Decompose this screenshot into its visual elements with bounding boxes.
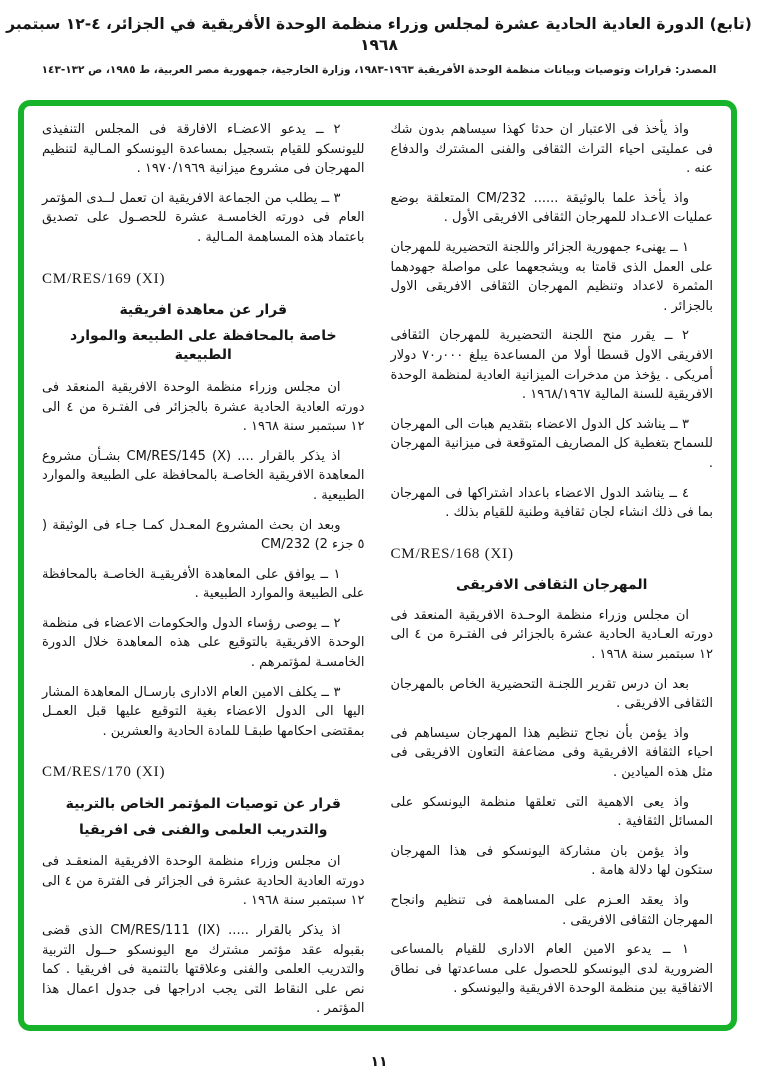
- section-subheading: خاصة بالمحافظة على الطبيعة والموارد الطبيعية: [69, 327, 337, 364]
- paragraph: واذ يعى الاهمية التى تعلقها منظمة اليونسكو على المسائل الثقافية .: [390, 794, 713, 830]
- paragraph: واذ يأخذ فى الاعتبار ان حدثا كهذا سيساهم بدون شك فى عمليتى احياء التراث الثقافى والفنى المشترك والدفاع عنه .: [390, 122, 713, 177]
- page-header: [0, 14, 758, 76]
- content-frame: [18, 100, 737, 1031]
- header-title: (تابع) الدورة العادية الحادية عشرة لمجلس وزراء منظمة الوحدة الأفريقية في الجزائر، ٤-١٢ سبتمبر ١٩٦٨: [6, 15, 752, 54]
- paragraph: اذ يذكر بالقرار ..... ‎CM/RES/111 (IX)‎ الذى قضى بقبوله عقد مؤتمر مشترك مع اليونسكو حــول التربية والتدريب العلمى والفنى وعلاقتها بالتنمية فى افريقيا . كما نص على النقاط التى يجب ادراجها فى جدول اعمال هذا المؤتمر .: [42, 923, 365, 1017]
- resolution-ref: CM/RES/169 (XI): [42, 270, 166, 287]
- paragraph: ٢ ــ يدعو الاعضـاء الافارقة فى المجلس التنفيذى لليونسكو للقيام بتسجيل بمساعدة اليونسكو المـالية لتنظيم المهرجان فى مشروع ميزانية ١٩٧٠/١٩٦٩ .: [42, 122, 365, 177]
- paragraph: واذ يعقد العـزم على المساهمة فى تنظيم وانجاح المهرجان الثقافى الافريقى .: [390, 893, 713, 928]
- section-heading: قرار عن توصيات المؤتمر الخاص بالتربية: [65, 796, 341, 813]
- paragraph: ٢ ــ يوصى رؤساء الدول والحكومات الاعضاء فى منظمة الوحدة الافريقية بالتوقيع على هذه المعاهدة خلال الدورة الخامسـة لمؤتمرهم .: [42, 615, 365, 671]
- column-left: [42, 120, 365, 1015]
- paragraph: ٣ ــ يناشد كل الدول الاعضاء بتقديم هبات الى المهرجان للسماح بتغطية كل المصاريف المتوقعة فى ميزانية المهرجان .: [390, 416, 713, 471]
- paragraph: واذ يأخذ علما بالوثيقة ...... ‎CM/232‎ المتعلقة بوضع عمليات الاعـداد للمهرجان الثقافى الافريقى الأول .: [390, 190, 713, 226]
- paragraph: ١ ــ يدعو الامين العام الادارى للقيام بالمساعى الضرورية لدى اليونسكو للحصول على مساعدتها فى نطاق الاتفاقية بين منظمة الوحدة الافريقية واليونسكو .: [390, 942, 713, 997]
- paragraph: بعد ان درس تقرير اللجنـة التحضيرية الخاص بالمهرجان الثقافى الافريقى .: [390, 676, 713, 712]
- two-column-layout: [42, 120, 713, 1015]
- section-heading: قرار عن معاهدة افريقية: [119, 302, 288, 319]
- section-subheading: والتدريب العلمى والفنى فى افريقيا: [79, 821, 328, 838]
- source-line: المصدر: قرارات وتوصيات وبيانات منظمة الوحدة الأفريقية ١٩٦٣-١٩٨٣، وزارة الخارجية، جمهورية مصر العربية، ط ١٩٨٥، ص ١٣٢-١٤٣: [41, 63, 717, 76]
- paragraph: ان مجلس وزراء منظمة الوحـدة الافريقية المنعقد فى دورته العـادية الحادية عشرة بالجزائر فى الفتـرة من ٤ الى ١٢ سبتمبر سنة ١٩٦٨ .: [390, 607, 713, 663]
- paragraph: ان مجلس وزراء منظمة الوحدة الافريقية المنعقـد فى دورته العادية الحادية عشرة فى الجزائر فى الفترة من ٤ الى ١٢ سبتمبر سنة ١٩٦٨ .: [42, 854, 365, 909]
- section-heading: المهرجان الثقافى الافريقى: [456, 577, 648, 594]
- paragraph: ١ ــ يوافق على المعاهدة الأفريقيـة الخاصـة بالمحافظة على الطبيعة والموارد الطبيعية .: [42, 566, 365, 602]
- paragraph: ان مجلس وزراء منظمة الوحدة الافريقية المنعقد فى دورته العادية الحادية عشرة بالجزائر فى الفتـرة من ٤ الى ١٢ سبتمبر سنة ١٩٦٨ .: [42, 379, 365, 435]
- paragraph: ٢ ــ يقرر منح اللجنة التحضيرية للمهرجان الثقافى الافريقى الاول قسطا أولا من المساعدة يبلغ ٠٠٠ر٧٠ دولار أمريكى . يؤخذ من مدخرات الميزانية العادية لمنظمة الوحدة الافريقية للسنة المالية ١٩٦٨/١٩٦٧ .: [390, 328, 713, 403]
- paragraph: ١ ــ يهنىء جمهورية الجزائر واللجنة التحضيرية للمهرجان على العمل الذى قامتا به ويشجعهما على مواصلة جهودهما المثمرة لاعداد وتنظيم المهرجان الثقافى الافريقى الاول بالجزائر .: [390, 239, 713, 314]
- paragraph: واذ يؤمن بأن نجاح تنظيم هذا المهرجان سيساهم فى احياء الثقافة الافريقية وفى مضاعفة التعاون الافريقى فى مثل هذه الميادين .: [390, 725, 713, 781]
- column-right: [391, 120, 714, 1015]
- resolution-ref: CM/RES/170 (XI): [42, 764, 166, 781]
- page-footer: [0, 1054, 758, 1070]
- paragraph: اذ يذكر بالقرار .... ‎CM/RES/145 (X)‎ بشـأن مشروع المعاهدة الافريقية الخاصـة بالمحافظة على الطبيعة والموارد الطبيعية .: [42, 448, 365, 503]
- paragraph: ٣ ــ يكلف الامين العام الادارى بارسـال المعاهدة المشار اليها الى الدول الاعضاء بغية التوقيع عليها قبل العمـل بمقتضى احكامها طبقـا للمادة الحادية والعشرين .: [42, 684, 365, 739]
- paragraph: ٣ ــ يطلب من الجماعة الافريقية ان تعمل لــدى المؤتمر العام فى دورته الخامسـة عشرة للحصـول على تصديق باعتماد هذه المساهمة المـالية .: [42, 190, 365, 245]
- paragraph: وبعد ان بحث المشروع المعـدل كمـا جـاء فى الوثيقة ( ٥ جزء ‎CM/232 (2‎: [42, 517, 365, 553]
- paragraph: واذ يؤمن بان مشاركة اليونسكو فى هذا المهرجان ستكون لها دلالة هامة .: [390, 843, 713, 879]
- resolution-ref: CM/RES/168 (XI): [390, 545, 514, 562]
- paragraph: ٤ ــ يناشد الدول الاعضاء باعداد اشتراكها فى المهرجان بما فى ذلك انشاء لجان ثقافية وطنية للقيام بذلك .: [390, 485, 713, 521]
- page-number: ١١: [370, 1054, 388, 1070]
